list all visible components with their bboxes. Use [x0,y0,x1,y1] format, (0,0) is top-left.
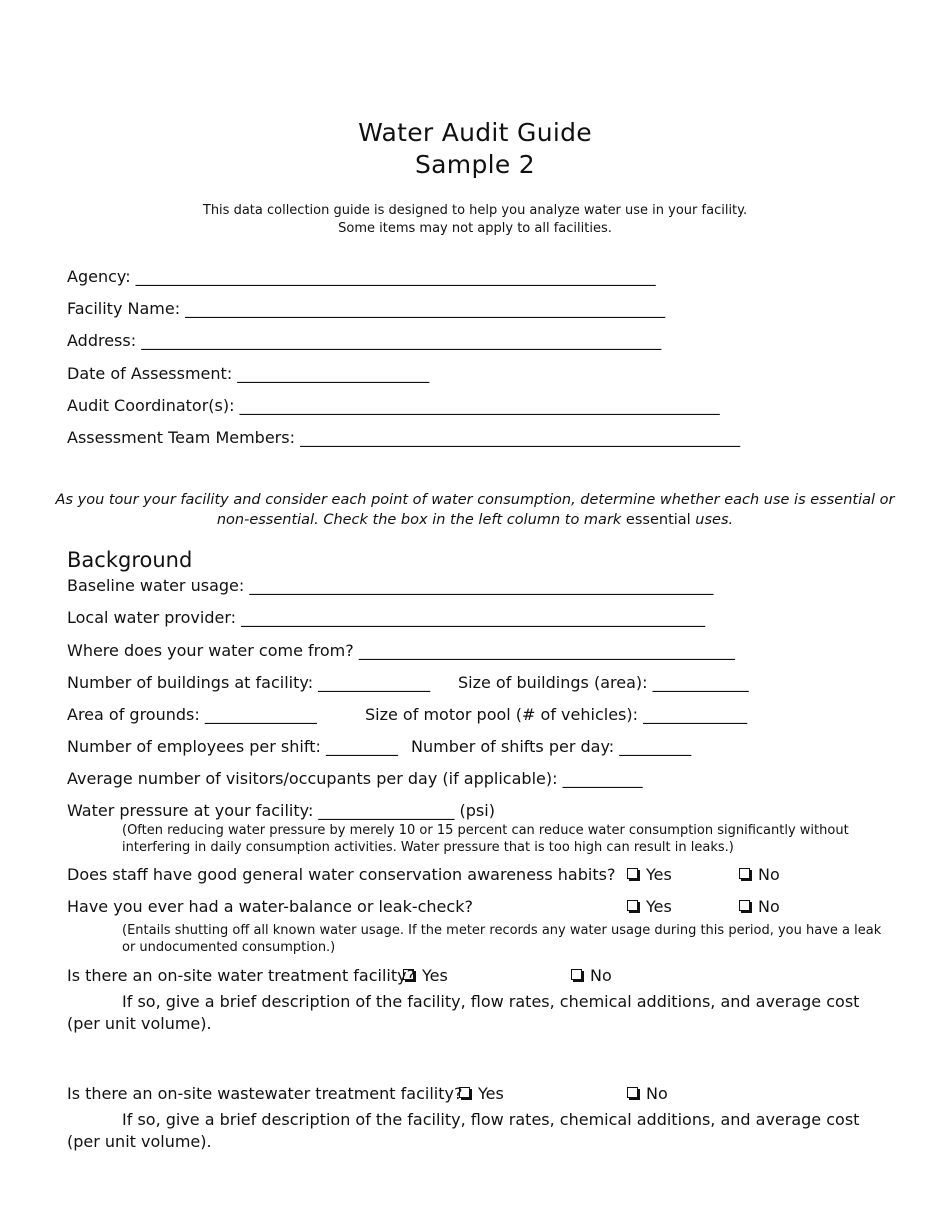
water-treatment-no-checkbox[interactable] [571,966,612,985]
awareness-no-label: No [758,865,780,884]
checkbox-icon [459,1087,470,1098]
checkbox-icon [571,969,582,980]
address-blank[interactable]: _________________________________________________________________ [136,331,662,350]
shifts-per-day-field[interactable]: Number of shifts per day: _________ [411,737,692,756]
water-treatment-question: Is there an on-site water treatment facility? [67,966,416,985]
motor-pool-field[interactable]: Size of motor pool (# of vehicles): _____________ [365,705,748,724]
wastewater-no-label: No [646,1084,668,1103]
water-treatment-yes-label: Yes [422,966,448,985]
leak-check-yes-checkbox[interactable] [627,897,672,916]
pressure-note: (Often reducing water pressure by merely 10 or 15 percent can reduce water consumption significantly without interfering in daily consumption activities. Water pressure that is too high can result in leaks.) [122,823,849,855]
leak-check-note: (Entails shutting off all known water usage. If the meter records any water usage during this period, you have a leak or undocumented consumption.) [122,923,882,955]
checkbox-icon [739,900,750,911]
checkbox-icon [739,868,750,879]
water-pressure-field[interactable]: Water pressure at your facility: _________________ (psi) [67,801,495,820]
leak-check-question: Have you ever had a water-balance or leak-check? [67,897,473,916]
date-of-assessment-blank[interactable]: ________________________ [232,364,430,383]
page-subtitle: Sample 2 [415,150,535,179]
audit-coordinator-blank[interactable]: ____________________________________________________________ [234,396,720,415]
team-members-blank[interactable]: _______________________________________________________ [294,428,741,447]
leak-check-yes-label: Yes [646,897,672,916]
awareness-question: Does staff have good general water conservation awareness habits? [67,865,616,884]
wastewater-treatment-description: If so, give a brief description of the facility, flow rates, chemical additions, and average cost (per unit volume). [67,1110,860,1151]
awareness-yes-checkbox[interactable] [627,865,672,884]
wastewater-no-checkbox[interactable] [627,1084,668,1103]
checkbox-icon [627,1087,638,1098]
page-title: Water Audit Guide [358,118,592,147]
address-field[interactable] [67,331,661,350]
local-water-provider-field[interactable]: Local water provider: __________________________________________________________ [67,608,706,627]
facility-name-blank[interactable]: ____________________________________________________________ [180,299,666,318]
wastewater-treatment-question: Is there an on-site wastewater treatment facility? [67,1084,463,1103]
wastewater-yes-checkbox[interactable] [459,1084,504,1103]
grounds-area-field[interactable]: Area of grounds: ______________ [67,705,317,724]
employees-per-shift-field[interactable]: Number of employees per shift: _________ [67,737,398,756]
awareness-yes-label: Yes [646,865,672,884]
baseline-water-usage-field[interactable]: Baseline water usage: __________________________________________________________ [67,576,714,595]
intro-line-2: Some items may not apply to all facilities. [338,221,612,236]
checkbox-icon [627,900,638,911]
date-of-assessment-field[interactable] [67,364,429,383]
address-label: Address: [67,331,137,350]
agency-label: Agency: [67,267,131,286]
checkbox-icon [403,969,414,980]
instruction-line-2-text: non-essential. Check the box in the left column to mark [216,512,626,528]
water-treatment-no-label: No [590,966,612,985]
audit-coordinator-field[interactable] [67,396,720,415]
buildings-count-field[interactable]: Number of buildings at facility: ______________ [67,673,431,692]
water-source-field[interactable]: Where does your water come from? _______________________________________________ [67,641,735,660]
agency-field[interactable] [67,267,656,286]
awareness-no-checkbox[interactable] [739,865,780,884]
facility-name-field[interactable] [67,299,665,318]
water-treatment-description: If so, give a brief description of the facility, flow rates, chemical additions, and average cost (per unit volume). [67,992,860,1033]
wastewater-yes-label: Yes [478,1084,504,1103]
date-of-assessment-label: Date of Assessment: [67,364,233,383]
checkbox-icon [627,868,638,879]
agency-blank[interactable]: _________________________________________________________________ [130,267,656,286]
background-heading: Background [67,548,193,572]
instruction-line-1: As you tour your facility and consider each point of water consumption, determine whether each use is essential or [55,492,895,508]
leak-check-no-label: No [758,897,780,916]
buildings-size-field[interactable]: Size of buildings (area): ____________ [458,673,749,692]
team-members-label: Assessment Team Members: [67,428,295,447]
instruction-essential-word: essential [625,512,691,528]
facility-name-label: Facility Name: [67,299,181,318]
intro-line-1: This data collection guide is designed to help you analyze water use in your facility. [202,203,748,218]
instruction-line-2-end: uses. [690,512,734,528]
visitors-field[interactable]: Average number of visitors/occupants per day (if applicable): __________ [67,769,643,788]
team-members-field[interactable] [67,428,740,447]
water-treatment-yes-checkbox[interactable] [403,966,448,985]
audit-coordinator-label: Audit Coordinator(s): [67,396,235,415]
instruction-line-2 [0,512,950,528]
leak-check-no-checkbox[interactable] [739,897,780,916]
